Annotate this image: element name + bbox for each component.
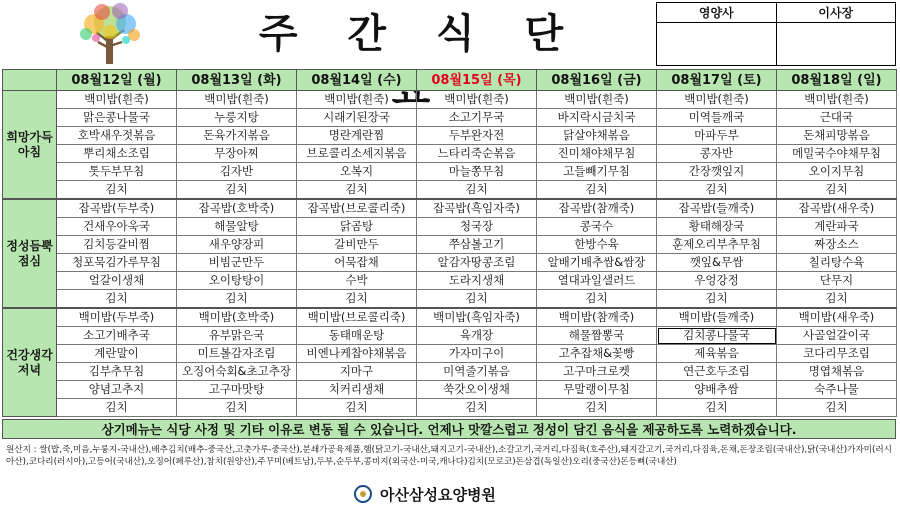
menu-cell: 소고기배추국	[57, 327, 177, 345]
menu-cell: 김치	[297, 290, 417, 309]
menu-cell: 오징어숙회&초고추장	[177, 363, 297, 381]
menu-cell: 돈육가지볶음	[177, 127, 297, 145]
menu-cell: 백미밥(브로콜리죽)	[297, 308, 417, 327]
menu-cell: 치커리생채	[297, 381, 417, 399]
menu-cell: 잡곡밥(흑임자죽)	[417, 199, 537, 218]
menu-cell: 지마구	[297, 363, 417, 381]
menu-cell: 쑥갓오이생채	[417, 381, 537, 399]
menu-cell: 백미밥(흰죽)	[177, 91, 297, 109]
menu-cell: 김치	[657, 399, 777, 417]
menu-cell: 오복지	[297, 163, 417, 181]
approval-sign-director[interactable]	[776, 23, 896, 66]
menu-cell: 김치	[297, 399, 417, 417]
menu-cell: 호박새우젓볶음	[57, 127, 177, 145]
menu-cell: 오이탕탕이	[177, 272, 297, 290]
menu-cell: 백미밥(새우죽)	[777, 308, 897, 327]
menu-cell: 칠리탕수육	[777, 254, 897, 272]
menu-cell: 닭살야채볶음	[537, 127, 657, 145]
menu-cell: 청포묵김가루무침	[57, 254, 177, 272]
menu-cell: 잡곡밥(두부죽)	[57, 199, 177, 218]
menu-cell: 김치	[177, 399, 297, 417]
date-header-row	[3, 70, 897, 91]
approval-box	[656, 2, 896, 66]
menu-cell: 황태해장국	[657, 218, 777, 236]
menu-cell: 얼갈이생채	[57, 272, 177, 290]
menu-cell: 김치	[177, 290, 297, 309]
menu-cell: 콩국수	[537, 218, 657, 236]
menu-cell: 도라지생채	[417, 272, 537, 290]
menu-cell: 미트볼감자조림	[177, 345, 297, 363]
menu-cell: 고구마맛탕	[177, 381, 297, 399]
menu-cell: 소고기무국	[417, 109, 537, 127]
menu-row	[3, 236, 897, 254]
menu-cell: 김치	[537, 290, 657, 309]
menu-cell: 건새우아욱국	[57, 218, 177, 236]
menu-cell: 명란계란찜	[297, 127, 417, 145]
approval-label-dietitian: 영양사	[657, 3, 777, 23]
menu-cell: 유부맑은국	[177, 327, 297, 345]
menu-cell: 제육볶음	[657, 345, 777, 363]
menu-cell: 두부완자전	[417, 127, 537, 145]
menu-cell: 김치	[537, 399, 657, 417]
menu-cell: 백미밥(흰죽)	[777, 91, 897, 109]
menu-cell: 백미밥(흰죽)	[537, 91, 657, 109]
menu-cell: 숙주나물	[777, 381, 897, 399]
menu-cell: 사골얼갈이국	[777, 327, 897, 345]
menu-cell: 어묵잡채	[297, 254, 417, 272]
meal-label: 건강생각 저녁	[3, 308, 57, 417]
colorful-tree-icon	[66, 2, 154, 66]
menu-cell: 김치	[57, 399, 177, 417]
menu-cell: 단무지	[777, 272, 897, 290]
menu-row	[3, 381, 897, 399]
date-header-holiday: 08월15일 (목)	[417, 70, 537, 91]
menu-row	[3, 163, 897, 181]
date-header: 08월13일 (화)	[177, 70, 297, 91]
menu-cell: 고추잡채&꽃빵	[537, 345, 657, 363]
approval-sign-dietitian[interactable]	[657, 23, 777, 66]
menu-cell: 진미채야채무침	[537, 145, 657, 163]
menu-cell: 연근호두조림	[657, 363, 777, 381]
menu-cell: 콩자반	[657, 145, 777, 163]
date-header: 08월12일 (월)	[57, 70, 177, 91]
menu-cell: 고들빼기무침	[537, 163, 657, 181]
menu-cell: 백미밥(흰죽)	[297, 91, 417, 109]
menu-cell: 김치	[57, 181, 177, 200]
menu-cell: 백미밥(참깨죽)	[537, 308, 657, 327]
menu-cell: 시래기된장국	[297, 109, 417, 127]
menu-cell: 마파두부	[657, 127, 777, 145]
menu-body	[3, 91, 897, 417]
menu-cell: 잡곡밥(브로콜리죽)	[297, 199, 417, 218]
menu-cell: 고구마크로켓	[537, 363, 657, 381]
page-header	[0, 0, 900, 68]
hospital-name: 아산삼성요양병원	[380, 486, 496, 504]
menu-row	[3, 327, 897, 345]
menu-cell: 잡곡밥(들깨죽)	[657, 199, 777, 218]
menu-cell: 열대과일샐러드	[537, 272, 657, 290]
menu-cell: 백미밥(호박죽)	[177, 308, 297, 327]
menu-cell: 짜장소스	[777, 236, 897, 254]
menu-cell: 김치콩나물국	[657, 327, 777, 345]
menu-cell: 새우양장피	[177, 236, 297, 254]
menu-row	[3, 181, 897, 200]
menu-cell: 브로콜리소세지볶음	[297, 145, 417, 163]
menu-cell: 김치	[777, 399, 897, 417]
menu-cell: 훈제오리부추무침	[657, 236, 777, 254]
approval-label-director: 이사장	[776, 3, 896, 23]
menu-cell: 백미밥(흰죽)	[657, 91, 777, 109]
menu-cell: 잡곡밥(참깨죽)	[537, 199, 657, 218]
menu-cell: 우엉강정	[657, 272, 777, 290]
menu-row	[3, 363, 897, 381]
menu-cell: 김치	[777, 181, 897, 200]
menu-cell: 비엔나케찹야채볶음	[297, 345, 417, 363]
menu-cell: 코다리무조림	[777, 345, 897, 363]
menu-cell: 동태매운탕	[297, 327, 417, 345]
menu-cell: 명엽채볶음	[777, 363, 897, 381]
menu-cell: 메밀국수야채무침	[777, 145, 897, 163]
menu-cell: 육개장	[417, 327, 537, 345]
menu-cell: 김치	[657, 181, 777, 200]
menu-cell: 맑은콩나물국	[57, 109, 177, 127]
menu-cell: 김부추무침	[57, 363, 177, 381]
menu-cell: 김치	[537, 181, 657, 200]
menu-row	[3, 218, 897, 236]
menu-cell: 김치	[417, 290, 537, 309]
date-header: 08월16일 (금)	[537, 70, 657, 91]
hospital-footer	[340, 483, 560, 507]
date-header: 08월14일 (수)	[297, 70, 417, 91]
menu-cell: 김치	[657, 290, 777, 309]
meal-label: 정성듬뿍 점심	[3, 199, 57, 308]
menu-cell: 가자미구이	[417, 345, 537, 363]
menu-cell: 백미밥(두부죽)	[57, 308, 177, 327]
menu-row	[3, 145, 897, 163]
menu-row	[3, 109, 897, 127]
menu-cell: 김치	[57, 290, 177, 309]
menu-cell: 닭곰탕	[297, 218, 417, 236]
menu-cell: 김치	[297, 181, 417, 200]
menu-cell: 백미밥(흰죽)	[417, 91, 537, 109]
menu-cell: 백미밥(흑임자죽)	[417, 308, 537, 327]
menu-cell: 무말랭이무침	[537, 381, 657, 399]
menu-cell: 오이지무침	[777, 163, 897, 181]
menu-cell: 마늘쫑무침	[417, 163, 537, 181]
menu-cell: 백미밥(흰죽)	[57, 91, 177, 109]
menu-cell: 김치	[777, 290, 897, 309]
corner-cell	[3, 70, 57, 91]
menu-row	[3, 199, 897, 218]
menu-cell: 해물알탕	[177, 218, 297, 236]
menu-cell: 뿌리채소조림	[57, 145, 177, 163]
menu-row	[3, 290, 897, 309]
date-header: 08월18일 (일)	[777, 70, 897, 91]
origin-info: 원산지 : 쌀(밥,죽,미음,누룽지-국내산),배추김치(배추-중국산,고춧가루-중국산),분쇄가공육제품,햄(닭고기-국내산,돼지고기-국내산),소갈고기,국거리,다짐육(호주산),돼지갈고기,국거리,다짐육,돈채,돈장조림(국내산),닭(국내산)가자미(러시아산),코다리(러시아),고등어(국내산),오징어(페루산),참치(원양산),주꾸미(베트남),두부,순두부,콩비지(외국산-미국,캐나다)김치(모로코)돈삼겹(독일산)오리(중국산)돈등뼈(국내산)	[6, 445, 892, 467]
menu-cell: 미역들깨국	[657, 109, 777, 127]
menu-cell: 한방수육	[537, 236, 657, 254]
menu-cell: 수박	[297, 272, 417, 290]
menu-cell: 톳두부무침	[57, 163, 177, 181]
menu-row	[3, 254, 897, 272]
meal-label: 희망가득 아침	[3, 91, 57, 200]
menu-cell: 느타리죽순볶음	[417, 145, 537, 163]
menu-row	[3, 272, 897, 290]
hospital-emblem-icon	[354, 485, 372, 503]
menu-cell: 깻잎&무쌈	[657, 254, 777, 272]
menu-cell: 돈채피망볶음	[777, 127, 897, 145]
notice-banner: 상기메뉴는 식당 사정 및 기타 이유로 변동 될 수 있습니다. 언제나 맛깔스럽고 정성이 담긴 음식을 제공하도록 노력하겠습니다.	[2, 419, 896, 439]
menu-cell: 잡곡밥(새우죽)	[777, 199, 897, 218]
menu-cell: 백미밥(들깨죽)	[657, 308, 777, 327]
menu-row	[3, 308, 897, 327]
menu-cell: 바지락시금치국	[537, 109, 657, 127]
menu-row	[3, 345, 897, 363]
menu-row	[3, 127, 897, 145]
date-header: 08월17일 (토)	[657, 70, 777, 91]
menu-row	[3, 91, 897, 109]
menu-row	[3, 399, 897, 417]
menu-cell: 미역줄기볶음	[417, 363, 537, 381]
menu-cell: 청국장	[417, 218, 537, 236]
menu-cell: 알배기배추쌈&쌈장	[537, 254, 657, 272]
menu-cell: 쭈삼볼고기	[417, 236, 537, 254]
menu-cell: 무장아찌	[177, 145, 297, 163]
menu-cell: 갈비만두	[297, 236, 417, 254]
menu-cell: 김자반	[177, 163, 297, 181]
menu-cell: 누룽지탕	[177, 109, 297, 127]
menu-cell: 해물짬뽕국	[537, 327, 657, 345]
menu-cell: 간장깻잎지	[657, 163, 777, 181]
menu-cell: 양념고추지	[57, 381, 177, 399]
menu-cell: 김치	[417, 399, 537, 417]
menu-cell: 비빔군만두	[177, 254, 297, 272]
menu-cell: 김치	[417, 181, 537, 200]
menu-cell: 김치등갈비찜	[57, 236, 177, 254]
menu-cell: 김치	[177, 181, 297, 200]
menu-cell: 계란파국	[777, 218, 897, 236]
menu-cell: 알감자땅콩조림	[417, 254, 537, 272]
menu-cell: 양배추쌈	[657, 381, 777, 399]
page-title: 주 간 식 단	[258, 11, 582, 57]
weekly-menu-table	[2, 69, 897, 417]
menu-cell: 잡곡밥(호박죽)	[177, 199, 297, 218]
menu-cell: 근대국	[777, 109, 897, 127]
menu-cell: 계란말이	[57, 345, 177, 363]
